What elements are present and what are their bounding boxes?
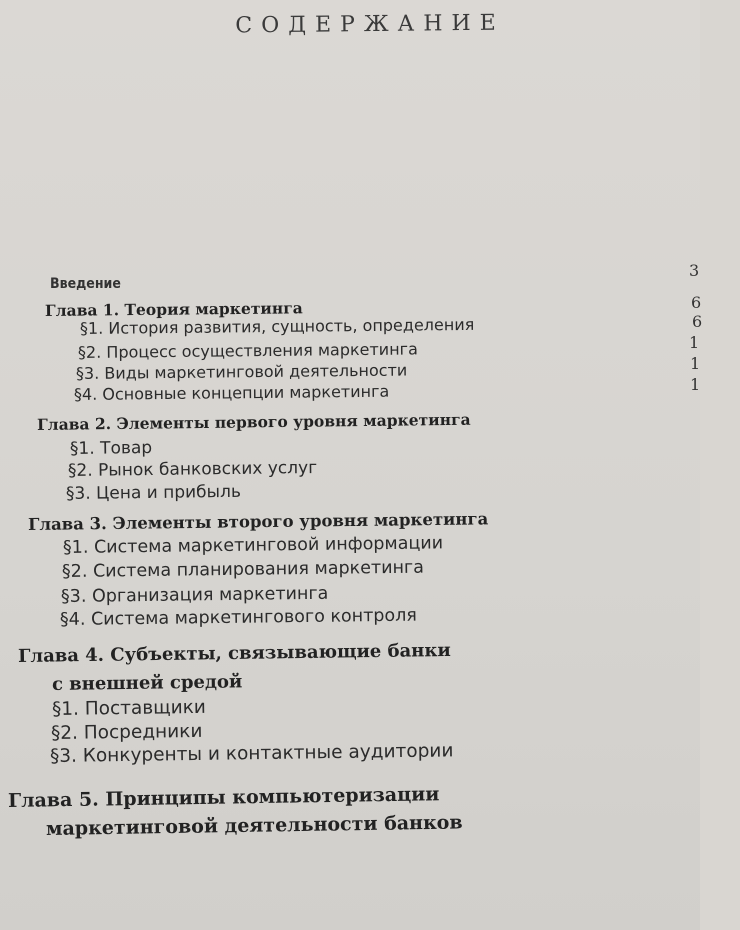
page-number-chapter-1: 6 [691, 293, 702, 312]
toc-chapter-5-line-2: маркетинговой деятельности банков [45, 811, 463, 840]
toc-chapter-4-line-2: с внешней средой [51, 671, 243, 695]
page-number-intro: 3 [689, 261, 700, 280]
toc-section-3-4: §4. Система маркетингового контроля [59, 605, 417, 630]
toc-section-3-1: §1. Система маркетинговой информации [62, 533, 444, 558]
toc-chapter-1: Глава 1. Теория маркетинга [44, 298, 303, 320]
toc-section-1-3: §3. Виды маркетинговой деятельности [75, 360, 408, 383]
toc-intro: Введение [50, 276, 121, 292]
toc-chapter-3: Глава 3. Элементы второго уровня маркетинга [27, 509, 489, 534]
page-title: СОДЕРЖАНИЕ [235, 10, 505, 39]
toc-section-1-2: §2. Процесс осуществления маркетинга [77, 339, 418, 362]
toc-section-2-2: §2. Рынок банковских услуг [67, 457, 318, 481]
toc-section-2-1: §1. Товар [69, 437, 153, 459]
page-number-section-1-4: 1 [690, 375, 701, 394]
page-number-section-1-1: 6 [692, 312, 703, 331]
page-number-section-1-3: 1 [690, 354, 701, 373]
toc-chapter-5-line-1: Глава 5. Принципы компьютеризации [7, 783, 440, 812]
toc-chapter-2: Глава 2. Элементы первого уровня маркетинга [36, 409, 471, 434]
toc-section-4-1: §1. Поставщики [51, 696, 206, 720]
toc-section-1-4: §4. Основные концепции маркетинга [73, 381, 390, 404]
toc-section-3-2: §2. Система планирования маркетинга [61, 557, 425, 582]
toc-section-1-1: §1. История развития, сущность, определения [79, 314, 475, 338]
page-number-section-1-2: 1 [689, 333, 700, 352]
toc-chapter-4-line-1: Глава 4. Субъекты, связывающие банки [17, 639, 451, 667]
toc-section-4-2: §2. Посредники [50, 720, 203, 744]
toc-section-2-3: §3. Цена и прибыль [65, 481, 242, 504]
toc-section-3-3: §3. Организация маркетинга [60, 583, 329, 607]
toc-section-4-3: §3. Конкуренты и контактные аудитории [49, 740, 454, 767]
